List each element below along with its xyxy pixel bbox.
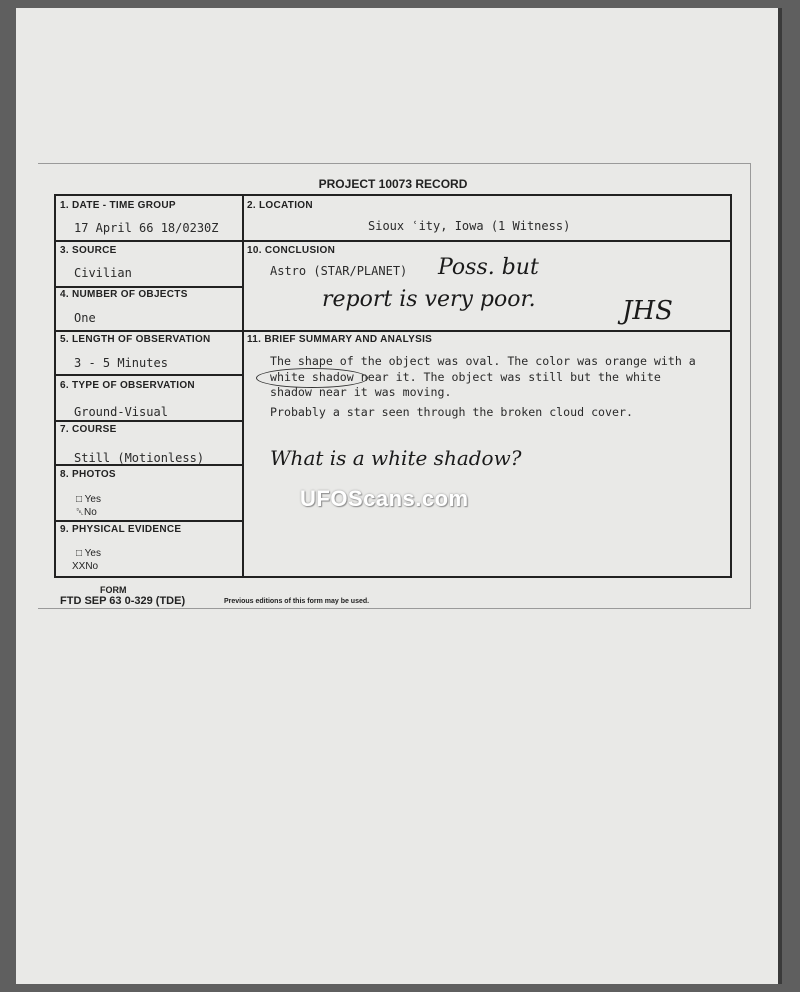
previous-editions-note: Previous editions of this form may be used. — [224, 598, 370, 605]
evidence-yes-option: □ Yes — [76, 548, 101, 559]
row-divider — [242, 240, 732, 242]
row-divider — [56, 330, 242, 332]
num-objects-label: 4. NUMBER OF OBJECTS — [60, 289, 188, 300]
copy-frame-bottom — [38, 608, 750, 609]
type-obs-label: 6. TYPE OF OBSERVATION — [60, 380, 195, 391]
type-obs-value: Ground-Visual — [74, 405, 168, 419]
evidence-no-option: XXNo — [72, 561, 99, 572]
conclusion-label: 10. CONCLUSION — [247, 245, 336, 256]
watermark-text: UFOScans.com — [300, 486, 469, 511]
photos-yes-option: □ Yes — [76, 494, 101, 505]
evidence-label: 9. PHYSICAL EVIDENCE — [60, 524, 182, 535]
course-label: 7. COURSE — [60, 424, 117, 435]
photos-label: 8. PHOTOS — [60, 469, 116, 480]
column-divider — [242, 196, 244, 576]
source-value: Civilian — [74, 266, 132, 280]
length-value: 3 - 5 Minutes — [74, 356, 168, 370]
date-value: 17 April 66 18/0230Z — [74, 221, 219, 235]
copy-frame-right — [750, 163, 751, 609]
length-label: 5. LENGTH OF OBSERVATION — [60, 334, 211, 345]
course-value: Still (Motionless) — [74, 451, 205, 465]
form-id: FTD SEP 63 0-329 (TDE) — [60, 595, 186, 607]
num-objects-value: One — [74, 311, 96, 325]
row-divider — [56, 374, 242, 376]
source-label: 3. SOURCE — [60, 245, 117, 256]
record-title: PROJECT 10073 RECORD — [318, 177, 468, 191]
location-label: 2. LOCATION — [247, 200, 313, 211]
handdrawn-circle-mark — [256, 368, 368, 388]
row-divider — [56, 240, 242, 242]
copy-frame-top — [38, 163, 750, 164]
summary-line: Probably a star seen through the broken cloud cover. — [270, 405, 633, 419]
row-divider — [56, 520, 242, 522]
row-divider — [242, 330, 732, 332]
handwritten-conclusion-line2: report is very poor. — [322, 287, 536, 312]
photos-no-option: ␡No — [76, 507, 97, 518]
date-label: 1. DATE - TIME GROUP — [60, 200, 176, 211]
form-word: FORM — [100, 585, 127, 595]
summary-label: 11. BRIEF SUMMARY AND ANALYSIS — [247, 334, 433, 345]
handwritten-initials: JHS — [622, 296, 673, 326]
handwritten-summary-question: What is a white shadow? — [270, 446, 522, 470]
conclusion-value: Astro (STAR/PLANET) — [270, 264, 408, 278]
summary-line: white shadow near it. The object was still but the white — [270, 370, 661, 384]
summary-line: shadow near it was moving. — [270, 385, 452, 399]
location-value: Sioux ʿity, Iowa (1 Witness) — [368, 219, 571, 233]
row-divider — [56, 286, 242, 288]
row-divider — [56, 420, 242, 422]
handwritten-conclusion-line1: Poss. but — [438, 255, 539, 280]
summary-line: The shape of the object was oval. The color was orange with a — [270, 354, 696, 368]
